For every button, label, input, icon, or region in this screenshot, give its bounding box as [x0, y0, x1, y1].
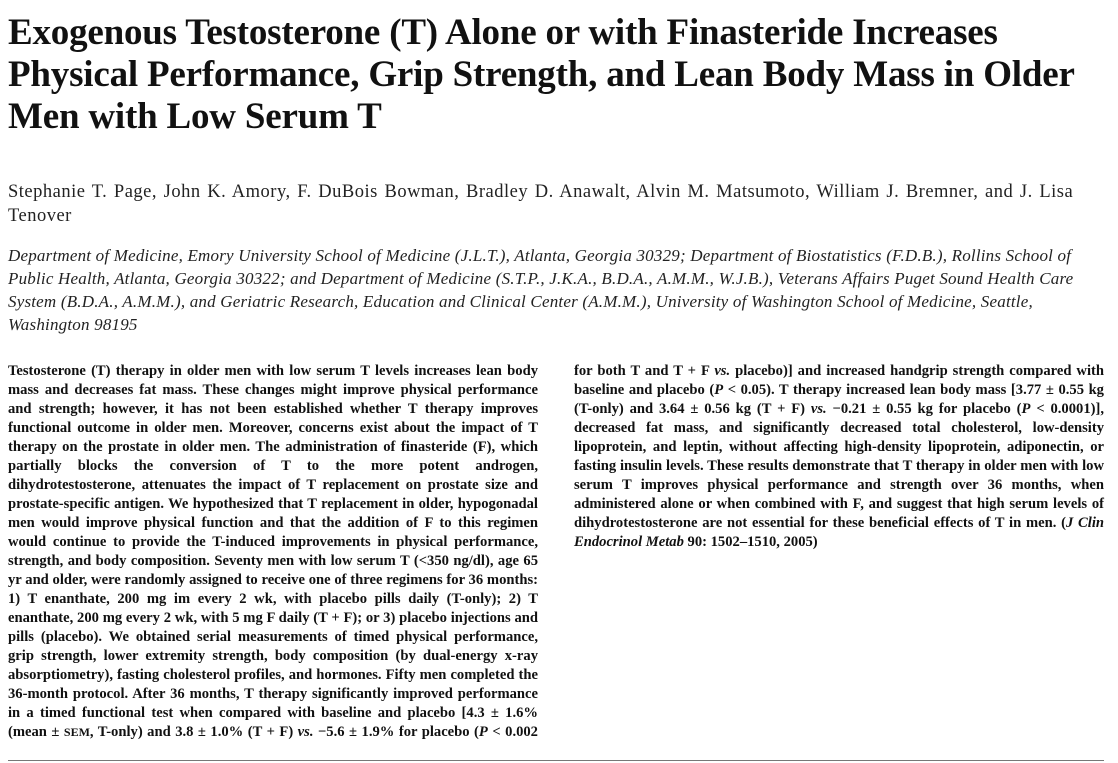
author-affiliations: Department of Medicine, Emory University School of Medicine (J.L.T.), Atlanta, Georgia 30329; Department of Biostatistics (F.D.B.), Rollins School of Public Health, Atlanta, Georgia 30322; and Department of Medicine (S.T.P., J.K.A., B.D.A., A.M.M., W.J.B.), Veterans Affairs Puget Sound Health Care System (B.D.A., A.M.M.), and Geriatric Research, Education and Clinical Center (A.M.M.), University of Washington School of Medicine, Seattle, Washington 98195	[8, 246, 1074, 334]
abstract-text: −0.21 ± 0.55 kg for placebo (	[826, 401, 1022, 417]
abstract-p-symbol: P	[478, 724, 488, 740]
abstract	[8, 362, 1104, 742]
abstract-vs: vs.	[810, 401, 827, 417]
abstract-text: , T-only) and 3.8 ± 1.0% (T + F)	[89, 724, 298, 740]
abstract-text: −5.6 ± 1.9% for placebo (	[313, 724, 479, 740]
abstract-text: Testosterone (T) therapy in older men with low serum T levels increases lean body mass and decreases fat mass. These changes might improve physical performance and strength; however, it has not been established whether T therapy improves functional outcome in older men. Moreover, concerns exist about the impact of T therapy on the prostate in older men. The administration of finasteride (F), which partially blocks the conversion of T to the more potent androgen, dihydrotestosterone, attenuates the impact of T replacement on prostate size and prostate-specific antigen. We hypothesized that T replacement in older, hypogonadal men would improve physical function and that the addition of F to this regimen would continue to provide the T-induced improvements in physical performance, strength, and body composition. Seventy men with low serum T (<350 ng/dl), age 65 yr and older, were randomly assigned to receive one of three regimens for 36 months: 1) T enanthate, 200 mg im every 2 wk, with placebo pills daily (T-only); 2) T enanthate, 200 mg every 2 wk, with 5 mg F daily (T + F); or 3) placebo injections and pills (placebo). We obtained serial measurements of timed physical performance, grip strength, lower extremity strength, body composition (by dual-energy x-ray absorptiometry), fasting cholesterol profiles, and hormones. Fifty men completed the 36-month protocol. After 36 months, T therapy significantly improved performance in a timed functional test when compared with baseline and placebo [4.3 ± 1.6% (mean ±	[8, 363, 538, 740]
abstract-text: < 0.002 for both T and T + F	[487, 363, 715, 740]
abstract-text: placebo)] and increased handgrip strength compared with baseline and placebo (	[574, 363, 1104, 398]
section-divider	[8, 760, 1104, 761]
abstract-p-symbol: P	[714, 382, 724, 398]
abstract-vs: vs.	[714, 363, 731, 379]
abstract-vs: vs.	[297, 724, 314, 740]
citation-details: 90: 1502–1510, 2005)	[683, 534, 818, 550]
journal-name: J Clin Endocrinol Metab	[574, 515, 1104, 550]
abstract-text: < 0.0001)], decreased fat mass, and significantly decreased total cholesterol, low-density lipoprotein, and leptin, without affecting high-density lipoprotein, adiponectin, or fasting insulin levels. These results demonstrate that T therapy in older men with low serum T improves physical performance and strength over 36 months, when administered alone or when combined with F, and suggest that high serum levels of dihydrotestosterone are not essential for these beneficial effects of T in men. (	[574, 401, 1104, 531]
abstract-text: < 0.05). T therapy increased lean body mass [3.77 ± 0.55 kg (T-only) and 3.64 ± 0.56 kg (T + F)	[574, 382, 1104, 417]
article-title: Exogenous Testosterone (T) Alone or with Finasteride Increases Physical Performance, Grip Strength, and Lean Body Mass in Older Men with Low Serum T	[8, 12, 1075, 137]
abstract-p-symbol: P	[1021, 401, 1031, 417]
abstract-sem-abbrev: SEM	[63, 725, 90, 739]
author-list: Stephanie T. Page, John K. Amory, F. DuBois Bowman, Bradley D. Anawalt, Alvin M. Matsumoto, William J. Bremner, and J. Lisa Tenover	[8, 182, 1074, 226]
